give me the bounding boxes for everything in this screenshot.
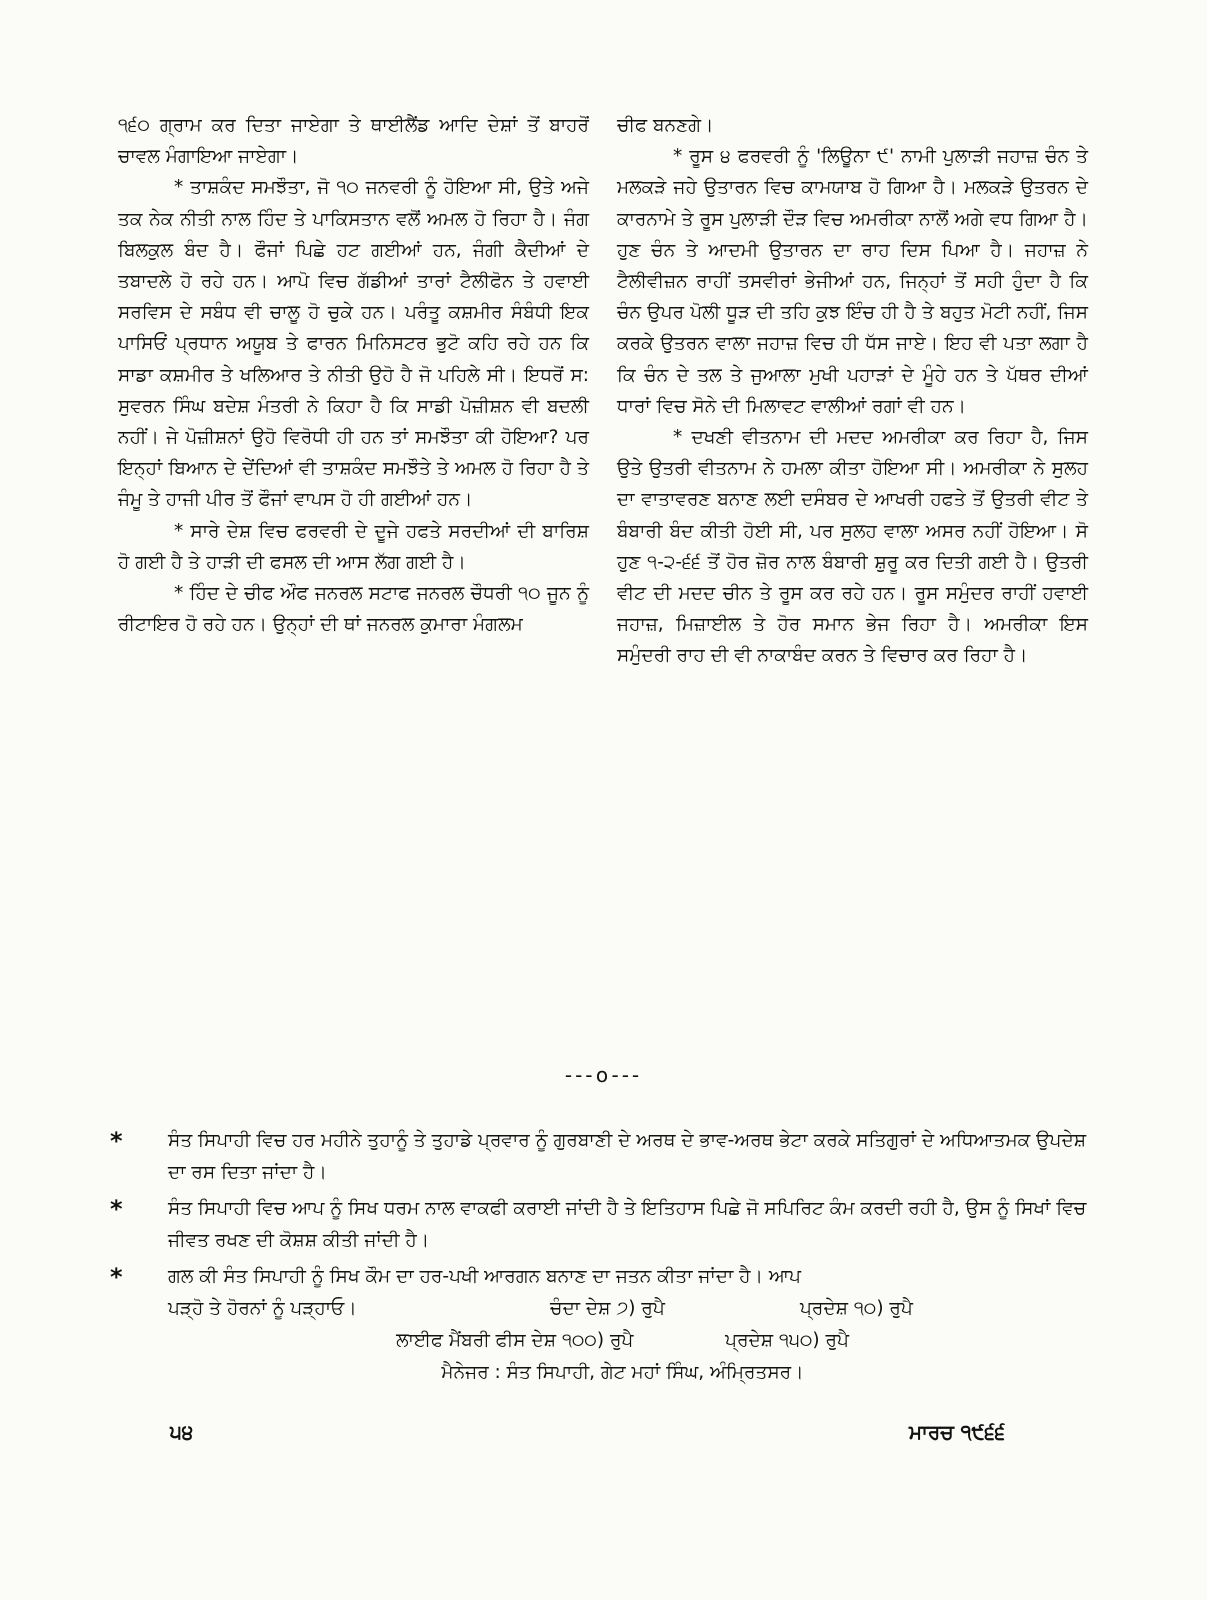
notice-item [110, 1193, 1095, 1257]
paragraph: ਚੀਫ ਬਨਣਗੇ। [617, 115, 714, 136]
paragraph: * ਤਾਸ਼ਕੰਦ ਸਮਝੌਤਾ, ਜੋ ੧੦ ਜਨਵਰੀ ਨੂੰ ਹੋਇਆ ਸੀ, ਉਤੇ ਅਜੇ ਤਕ ਨੇਕ ਨੀਤੀ ਨਾਲ ਹਿੰਦ ਤੇ ਪਾਕਿਸਤਾਨ ਵਲੋਂ ਅਮਲ ਹੋ ਰਿਹਾ ਹੈ। ਜੰਗ ਬਿਲਕੁਲ ਬੰਦ ਹੈ। ਫੌਜਾਂ ਪਿਛੇ ਹਟ ਗਈਆਂ ਹਨ, ਜੰਗੀ ਕੈਦੀਆਂ ਦੇ ਤਬਾਦਲੇ ਹੋ ਰਹੇ ਹਨ। ਆਪੋ ਵਿਚ ਗੱਡੀਆਂ ਤਾਰਾਂ ਟੈਲੀਫੋਨ ਤੇ ਹਵਾਈ ਸਰਵਿਸ ਦੇ ਸਬੰਧ ਵੀ ਚਾਲੂ ਹੋ ਚੁਕੇ ਹਨ। ਪਰੰਤੂ ਕਸ਼ਮੀਰ ਸੰਬੰਧੀ ਇਕ ਪਾਸਿਓਂ ਪ੍ਰਧਾਨ ਅਯੂਬ ਤੇ ਫਾਰਨ ਮਿਨਿਸਟਰ ਭੁਟੋ ਕਹਿ ਰਹੇ ਹਨ ਕਿ ਸਾਡਾ ਕਸ਼ਮੀਰ ਤੇ ਖਲਿਆਰ ਤੇ ਨੀਤੀ ਉਹੋ ਹੈ ਜੋ ਪਹਿਲੇ ਸੀ। ਇਧਰੋਂ ਸ: ਸੁਵਰਨ ਸਿੰਘ ਬਦੇਸ਼ ਮੰਤਰੀ ਨੇ ਕਿਹਾ ਹੈ ਕਿ ਸਾਡੀ ਪੋਜ਼ੀਸ਼ਨ ਵੀ ਬਦਲੀ ਨਹੀਂ। ਜੇ ਪੋਜ਼ੀਸ਼ਨਾਂ ਉਹੋ ਵਿਰੋਧੀ ਹੀ ਹਨ ਤਾਂ ਸਮਝੌਤਾ ਕੀ ਹੋਇਆ? ਪਰ ਇਨ੍ਹਾਂ ਬਿਆਨ ਦੇ ਦੇਂਦਿਆਂ ਵੀ ਤਾਸ਼ਕੰਦ ਸਮਝੌਤੇ ਤੇ ਅਮਲ ਹੋ ਰਿਹਾ ਹੈ ਤੇ ਜੰਮੂ ਤੇ ਹਾਜੀ ਪੀਰ ਤੋਂ ਫੌਜਾਂ ਵਾਪਸ ਹੋ ਹੀ ਗਈਆਂ ਹਨ। [118, 177, 589, 511]
left-column [118, 110, 589, 1060]
paragraph: ੧੬੦ ਗ੍ਰਾਮ ਕਰ ਦਿਤਾ ਜਾਏਗਾ ਤੇ ਥਾਈਲੈਂਡ ਆਦਿ ਦੇਸ਼ਾਂ ਤੋਂ ਬਾਹਰੋਂ ਚਾਵਲ ਮੰਗਾਇਆ ਜਾਏਗਾ। [118, 115, 589, 168]
section-divider: ---o--- [564, 1063, 643, 1087]
paragraph: * ਹਿੰਦ ਦੇ ਚੀਫ ਔਫ ਜਨਰਲ ਸਟਾਫ ਜਨਰਲ ਚੌਧਰੀ ੧੦ ਜੂਨ ਨੂੰ ਰੀਟਾਇਰ ਹੋ ਰਹੇ ਹਨ। ਉਨ੍ਹਾਂ ਦੀ ਥਾਂ ਜਨਰਲ ਕੁਮਾਰਾ ਮੰਗਲਮ [118, 583, 589, 636]
subscription-notice [110, 1125, 1095, 1389]
subscription-row [110, 1293, 1095, 1325]
page-footer [170, 1420, 1005, 1444]
manager-address: ਮੈਨੇਜਰ : ਸੰਤ ਸਿਪਾਹੀ, ਗੇਟ ਮਹਾਂ ਸਿੰਘ, ਅੰਮ੍ਰਿਤਸਰ। [441, 1362, 804, 1383]
asterisk-icon: * [110, 1127, 123, 1155]
asterisk-icon: * [110, 1195, 123, 1223]
subscription-home: ਚੰਦਾ ਦੇਸ਼ ੭) ਰੁਪੈ [550, 1298, 665, 1319]
manager-line [110, 1357, 1095, 1389]
life-membership-row [110, 1325, 1095, 1357]
notice-item [110, 1125, 1095, 1189]
paragraph: * ਰੂਸ ੪ ਫਰਵਰੀ ਨੂੰ 'ਲਿਊਨਾ ੯' ਨਾਮੀ ਪੁਲਾੜੀ ਜਹਾਜ਼ ਚੰਨ ਤੇ ਮਲਕੜੇ ਜਹੇ ਉਤਾਰਨ ਵਿਚ ਕਾਮਯਾਬ ਹੋ ਗਿਆ ਹੈ। ਮਲਕੜੇ ਉਤਰਨ ਦੇ ਕਾਰਨਾਮੇ ਤੇ ਰੂਸ ਪੁਲਾੜੀ ਦੌੜ ਵਿਚ ਅਮਰੀਕਾ ਨਾਲੋਂ ਅਗੇ ਵਧ ਗਿਆ ਹੈ। ਹੁਣ ਚੰਨ ਤੇ ਆਦਮੀ ਉਤਾਰਨ ਦਾ ਰਾਹ ਦਿਸ ਪਿਆ ਹੈ। ਜਹਾਜ਼ ਨੇ ਟੈਲੀਵੀਜ਼ਨ ਰਾਹੀਂ ਤਸਵੀਰਾਂ ਭੇਜੀਆਂ ਹਨ, ਜਿਨ੍ਹਾਂ ਤੋਂ ਸਹੀ ਹੁੰਦਾ ਹੈ ਕਿ ਚੰਨ ਉਪਰ ਪੋਲੀ ਧੂੜ ਦੀ ਤਹਿ ਕੁਝ ਇੰਚ ਹੀ ਹੈ ਤੇ ਬਹੁਤ ਮੋਟੀ ਨਹੀਂ, ਜਿਸ ਕਰਕੇ ਉਤਰਨ ਵਾਲਾ ਜਹਾਜ਼ ਵਿਚ ਹੀ ਧੱਸ ਜਾਏ। ਇਹ ਵੀ ਪਤਾ ਲਗਾ ਹੈ ਕਿ ਚੰਨ ਦੇ ਤਲ ਤੇ ਜੁਆਲਾ ਮੁਖੀ ਪਹਾੜਾਂ ਦੇ ਮੂੰਹੇ ਹਨ ਤੇ ਪੱਥਰ ਦੀਆਂ ਧਾਰਾਂ ਵਿਚ ਸੋਨੇ ਦੀ ਮਿਲਾਵਟ ਵਾਲੀਆਂ ਰਗਾਂ ਵੀ ਹਨ। [617, 146, 1088, 417]
issue-date: ਮਾਰਚ ੧੯੬੬ [908, 1420, 1005, 1444]
paragraph: * ਸਾਰੇ ਦੇਸ਼ ਵਿਚ ਫਰਵਰੀ ਦੇ ਦੂਜੇ ਹਫਤੇ ਸਰਦੀਆਂ ਦੀ ਬਾਰਿਸ਼ ਹੋ ਗਈ ਹੈ ਤੇ ਹਾੜੀ ਦੀ ਫਸਲ ਦੀ ਆਸ ਲੱਗ ਗਈ ਹੈ। [118, 520, 589, 573]
notice-item [110, 1261, 1095, 1293]
notice-text: ਗਲ ਕੀ ਸੰਤ ਸਿਪਾਹੀ ਨੂੰ ਸਿਖ ਕੌਮ ਦਾ ਹਰ-ਪਖੀ ਆਰਗਨ ਬਨਾਣ ਦਾ ਜਤਨ ਕੀਤਾ ਜਾਂਦਾ ਹੈ। ਆਪ [168, 1266, 801, 1287]
notice-text: ਸੰਤ ਸਿਪਾਹੀ ਵਿਚ ਆਪ ਨੂੰ ਸਿਖ ਧਰਮ ਨਾਲ ਵਾਕਫੀ ਕਰਾਈ ਜਾਂਦੀ ਹੈ ਤੇ ਇਤਿਹਾਸ ਪਿਛੇ ਜੋ ਸਪਿਰਿਟ ਕੰਮ ਕਰਦੀ ਰਹੀ ਹੈ, ਉਸ ਨੂੰ ਸਿਖਾਂ ਵਿਚ ਜੀਵਤ ਰਖਣ ਦੀ ਕੋਸ਼ਸ਼ ਕੀਤੀ ਜਾਂਦੀ ਹੈ। [168, 1198, 1087, 1251]
subscription-abroad: ਪ੍ਰਦੇਸ਼ ੧੦) ਰੁਪੈ [800, 1298, 913, 1319]
news-columns [118, 110, 1088, 1060]
life-membership-abroad: ਪ੍ਰਦੇਸ਼ ੧੫੦) ਰੁਪੈ [725, 1330, 849, 1351]
asterisk-icon: * [110, 1263, 123, 1291]
life-membership-home: ਲਾਈਫ ਮੈਂਬਰੀ ਫੀਸ ਦੇਸ਼ ੧੦੦) ਰੁਪੈ [396, 1330, 634, 1351]
notice-text: ਸੰਤ ਸਿਪਾਹੀ ਵਿਚ ਹਰ ਮਹੀਨੇ ਤੁਹਾਨੂੰ ਤੇ ਤੁਹਾਡੇ ਪ੍ਰਵਾਰ ਨੂੰ ਗੁਰਬਾਣੀ ਦੇ ਅਰਥ ਦੇ ਭਾਵ-ਅਰਥ ਭੇਟਾ ਕਰਕੇ ਸਤਿਗੁਰਾਂ ਦੇ ਅਧਿਆਤਮਕ ਉਪਦੇਸ਼ ਦਾ ਰਸ ਦਿਤਾ ਜਾਂਦਾ ਹੈ। [168, 1130, 1087, 1183]
paragraph: * ਦਖਣੀ ਵੀਤਨਾਮ ਦੀ ਮਦਦ ਅਮਰੀਕਾ ਕਰ ਰਿਹਾ ਹੈ, ਜਿਸ ਉਤੇ ਉਤਰੀ ਵੀਤਨਾਮ ਨੇ ਹਮਲਾ ਕੀਤਾ ਹੋਇਆ ਸੀ। ਅਮਰੀਕਾ ਨੇ ਸੁਲਹ ਦਾ ਵਾਤਾਵਰਣ ਬਨਾਣ ਲਈ ਦਸੰਬਰ ਦੇ ਆਖਰੀ ਹਫਤੇ ਤੋਂ ਉਤਰੀ ਵੀਟ ਤੇ ਬੰਬਾਰੀ ਬੰਦ ਕੀਤੀ ਹੋਈ ਸੀ, ਪਰ ਸੁਲਹ ਵਾਲਾ ਅਸਰ ਨਹੀਂ ਹੋਇਆ। ਸੋ ਹੁਣ ੧-੨-੬੬ ਤੋਂ ਹੋਰ ਜ਼ੋਰ ਨਾਲ ਬੰਬਾਰੀ ਸ਼ੁਰੂ ਕਰ ਦਿਤੀ ਗਈ ਹੈ। ਉਤਰੀ ਵੀਟ ਦੀ ਮਦਦ ਚੀਨ ਤੇ ਰੂਸ ਕਰ ਰਹੇ ਹਨ। ਰੂਸ ਸਮੁੰਦਰ ਰਾਹੀਂ ਹਵਾਈ ਜਹਾਜ਼, ਮਿਜ਼ਾਈਲ ਤੇ ਹੋਰ ਸਮਾਨ ਭੇਜ ਰਿਹਾ ਹੈ। ਅਮਰੀਕਾ ਇਸ ਸਮੁੰਦਰੀ ਰਾਹ ਦੀ ਵੀ ਨਾਕਾਬੰਦ ਕਰਨ ਤੇ ਵਿਚਾਰ ਕਰ ਰਿਹਾ ਹੈ। [617, 427, 1088, 667]
right-column [617, 110, 1088, 1060]
read-line: ਪੜ੍ਹੋ ਤੇ ਹੋਰਨਾਂ ਨੂੰ ਪੜ੍ਹਾਓ। [168, 1298, 357, 1319]
page-number: ੫੪ [170, 1420, 194, 1444]
